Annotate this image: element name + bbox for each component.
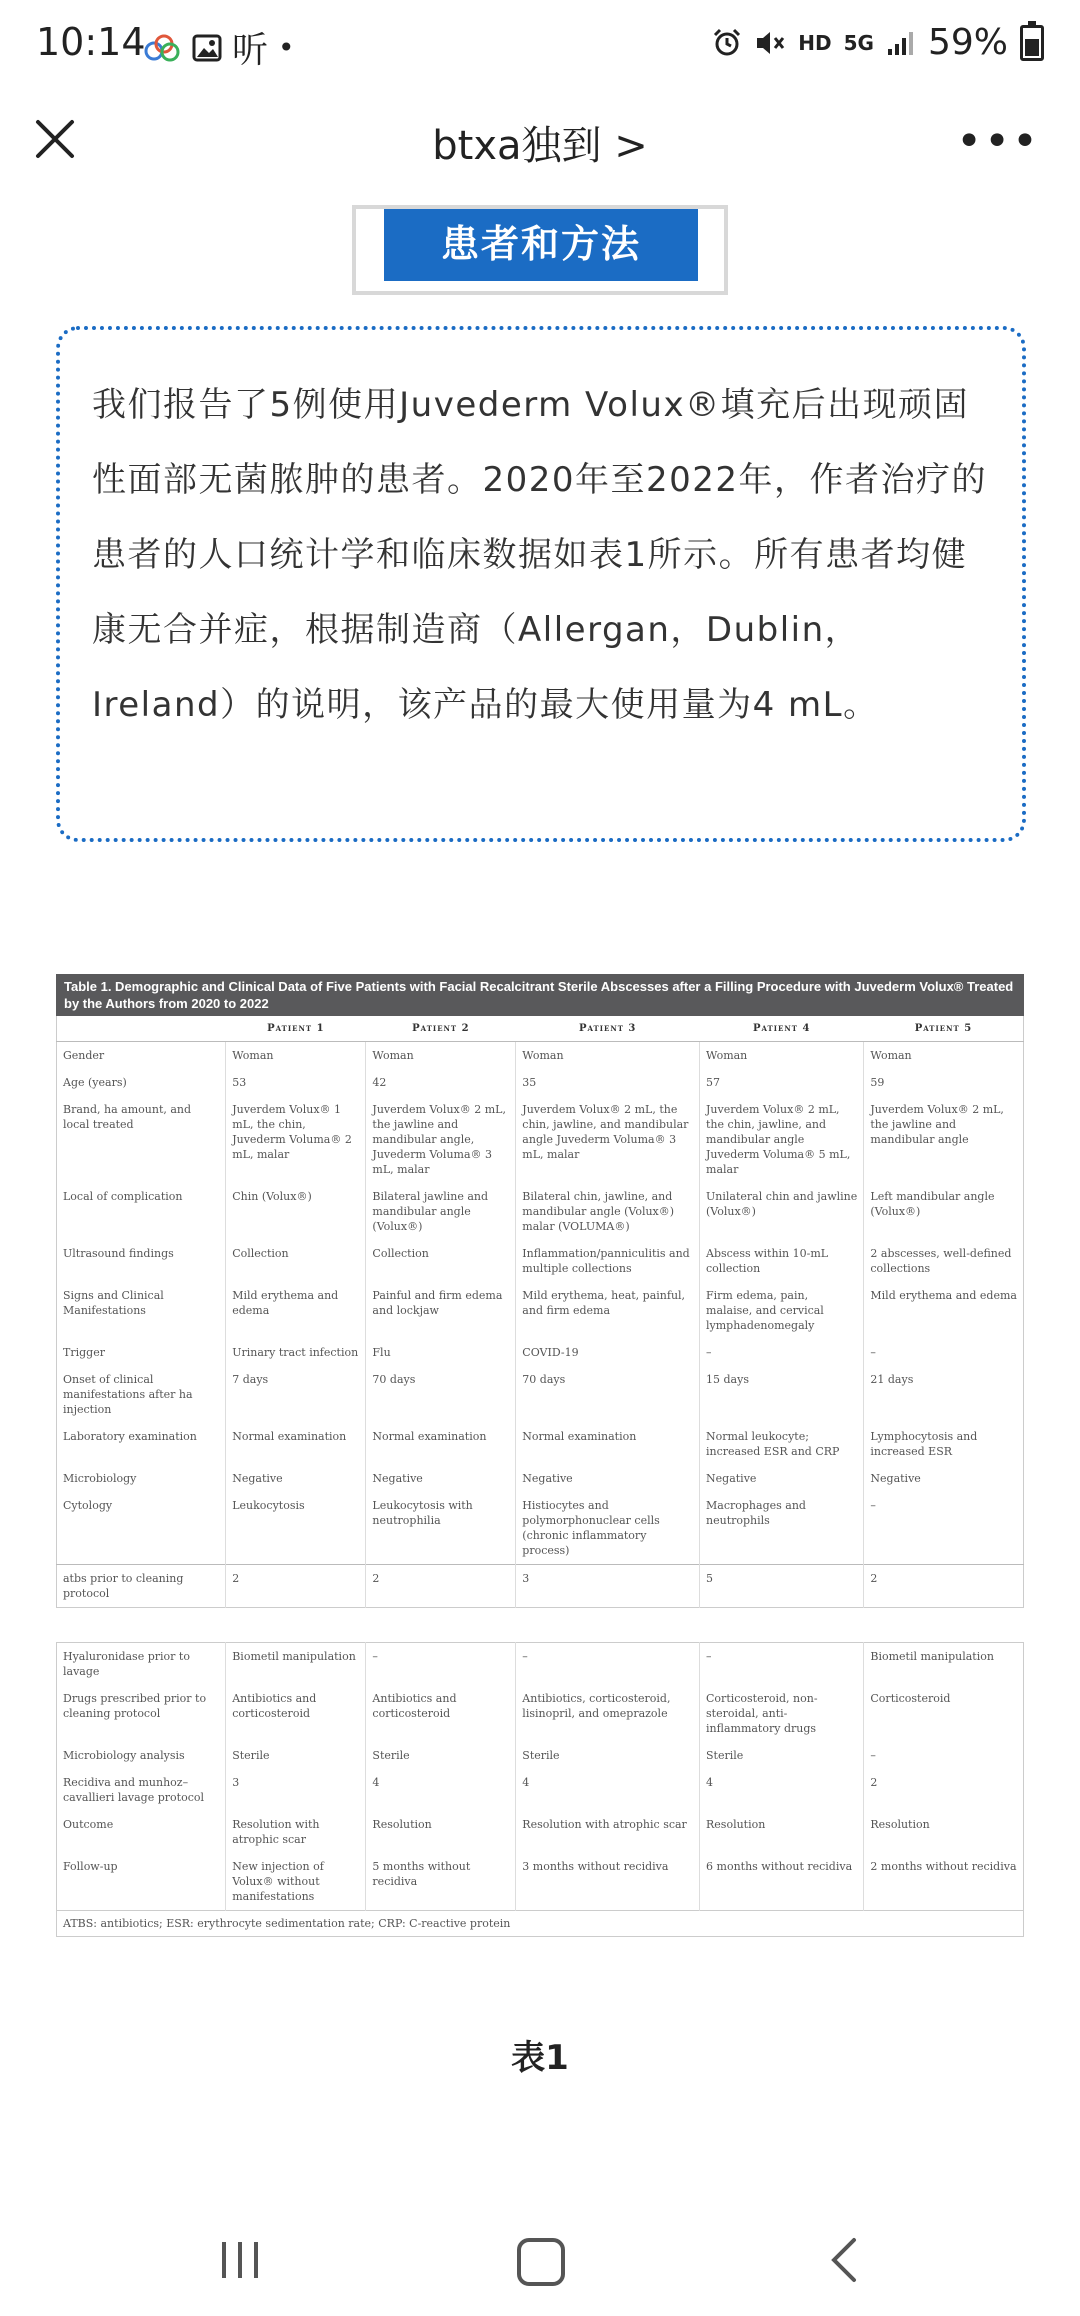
status-bar xyxy=(0,0,1080,92)
table-cell: Firm edema, pain, malaise, and cervical lymphadenomegaly xyxy=(700,1282,864,1339)
more-options-icon[interactable]: ••• xyxy=(956,116,1040,167)
table-cell: Woman xyxy=(366,1042,516,1070)
table-caption: Table 1. Demographic and Clinical Data of Five Patients with Facial Recalcitrant Sterile Abscesses after a Filling Procedure with Juvederm Volux® Treated by the Authors from 2020 to 2022 xyxy=(56,974,1024,1016)
table-cell: Lymphocytosis and increased ESR xyxy=(864,1423,1024,1465)
table-body-part1 xyxy=(57,1042,1024,1608)
table-row-label: Hyaluronidase prior to lavage xyxy=(63,1650,190,1678)
table-cell: Juverdem Volux® 2 mL, the chin, jawline, and mandibular angle Juvederm Voluma® 3 mL, malar xyxy=(516,1096,700,1183)
table-cell: Biometil manipulation xyxy=(226,1643,366,1686)
table-cell: – xyxy=(864,1492,1024,1565)
table-cell: Normal examination xyxy=(226,1423,366,1465)
table-cell: Sterile xyxy=(516,1742,700,1769)
table-header xyxy=(57,1016,226,1042)
table-cell: 5 months without recidiva xyxy=(366,1853,516,1911)
table-cell: Macrophages and neutrophils xyxy=(700,1492,864,1565)
table-header-row xyxy=(57,1016,1024,1042)
table-row-label: Recidiva and munhoz–cavallieri lavage protocol xyxy=(63,1776,204,1804)
table-cell: Leukocytosis with neutrophilia xyxy=(366,1492,516,1565)
table-cell: Woman xyxy=(226,1042,366,1070)
table-cell: 3 xyxy=(516,1565,700,1608)
table-row-label: Trigger xyxy=(63,1346,105,1359)
table-row xyxy=(57,1465,1024,1492)
table-cell: 59 xyxy=(864,1069,1024,1096)
battery-percent: 59% xyxy=(927,22,1008,63)
table-cell: 70 days xyxy=(366,1366,516,1423)
network-label: 5G xyxy=(843,30,874,55)
table-cell: 15 days xyxy=(700,1366,864,1423)
app-header xyxy=(0,92,1080,192)
table-cell: – xyxy=(864,1742,1024,1769)
table-cell: Bilateral chin, jawline, and mandibular angle (Volux®) malar (VOLUMA®) xyxy=(516,1183,700,1240)
table-row-label: Outcome xyxy=(63,1818,114,1831)
table-cell: – xyxy=(366,1643,516,1686)
article-paragraph: 我们报告了5例使用Juvederm Volux®填充后出现顽固性面部无菌脓肿的患者。2020年至2022年，作者治疗的患者的人口统计学和临床数据如表1所示。所有患者均健康无合并症，根据制造商（Allergan，Dublin，Ireland）的说明，该产品的最大使用量为4 mL。 xyxy=(92,385,988,725)
table-cell: Left mandibular angle (Volux®) xyxy=(864,1183,1024,1240)
table-cell: 42 xyxy=(366,1069,516,1096)
table-cell: Collection xyxy=(226,1240,366,1282)
table-row-label: Microbiology analysis xyxy=(63,1749,185,1762)
table-footnote: ATBS: antibiotics; ESR: erythrocyte sedimentation rate; CRP: C-reactive protein xyxy=(56,1911,1024,1937)
home-icon[interactable] xyxy=(517,2238,565,2286)
data-table-part1 xyxy=(56,1016,1024,1608)
table-cell: 2 xyxy=(226,1565,366,1608)
table-cell: Corticosteroid xyxy=(864,1685,1024,1742)
system-nav-bar xyxy=(0,2210,1080,2316)
section-banner-frame xyxy=(352,205,728,295)
table-cell: 3 months without recidiva xyxy=(516,1853,700,1911)
image-icon xyxy=(192,33,222,63)
table-row xyxy=(57,1240,1024,1282)
table-cell: Juverdem Volux® 2 mL, the chin, jawline, and mandibular angle Juvederm Voluma® 5 mL, malar xyxy=(700,1096,864,1183)
table-cell: – xyxy=(700,1643,864,1686)
status-left-icons xyxy=(142,22,295,73)
table-cell: Mild erythema, heat, painful, and firm edema xyxy=(516,1282,700,1339)
table-cell: Corticosteroid, non-steroidal, anti-inflammatory drugs xyxy=(700,1685,864,1742)
table-row-label: Gender xyxy=(63,1049,105,1062)
table-row xyxy=(57,1183,1024,1240)
table-cell: 21 days xyxy=(864,1366,1024,1423)
alarm-icon xyxy=(712,28,742,58)
table-row-label: Follow-up xyxy=(63,1860,118,1873)
table-row-label: Cytology xyxy=(63,1499,113,1512)
table-row-label: Signs and Clinical Manifestations xyxy=(63,1289,164,1317)
back-icon[interactable] xyxy=(828,2236,858,2284)
table-header: Patient 3 xyxy=(516,1016,700,1042)
table-cell: Resolution xyxy=(366,1811,516,1853)
table-cell: Resolution with atrophic scar xyxy=(226,1811,366,1853)
table-row-label: Brand, ha amount, and local treated xyxy=(63,1103,192,1131)
table-cell: Sterile xyxy=(226,1742,366,1769)
table-row-label: Drugs prescribed prior to cleaning protocol xyxy=(63,1692,207,1720)
table-figure[interactable] xyxy=(56,974,1024,1937)
table-cell: Negative xyxy=(366,1465,516,1492)
table-row xyxy=(57,1339,1024,1366)
table-body-part2 xyxy=(57,1643,1024,1911)
table-row xyxy=(57,1366,1024,1423)
figure-caption: 表1 xyxy=(511,2038,569,2078)
table-cell: Negative xyxy=(516,1465,700,1492)
mute-icon xyxy=(754,28,786,58)
table-row xyxy=(57,1042,1024,1070)
table-row xyxy=(57,1643,1024,1686)
table-cell: Normal examination xyxy=(366,1423,516,1465)
table-row-label: atbs prior to cleaning protocol xyxy=(57,1565,226,1608)
table-cell: Resolution with atrophic scar xyxy=(516,1811,700,1853)
table-cell: Antibiotics, corticosteroid, lisinopril, and omeprazole xyxy=(516,1685,700,1742)
table-header: Patient 4 xyxy=(700,1016,864,1042)
table-cell: – xyxy=(700,1339,864,1366)
table-header: Patient 5 xyxy=(864,1016,1024,1042)
table-cell: Biometil manipulation xyxy=(864,1643,1024,1686)
data-table-part2 xyxy=(56,1642,1024,1911)
table-cell: Histiocytes and polymorphonuclear cells (chronic inflammatory process) xyxy=(516,1492,700,1565)
table-cell: Juverdem Volux® 1 mL, the chin, Juvederm Voluma® 2 mL, malar xyxy=(226,1096,366,1183)
table-row xyxy=(57,1069,1024,1096)
table-cell: Inflammation/panniculitis and multiple collections xyxy=(516,1240,700,1282)
table-cell: 2 xyxy=(366,1565,516,1608)
table-row xyxy=(57,1096,1024,1183)
table-cell: 57 xyxy=(700,1069,864,1096)
table-cell: 53 xyxy=(226,1069,366,1096)
table-cell: COVID-19 xyxy=(516,1339,700,1366)
table-row-label: Laboratory examination xyxy=(63,1430,197,1443)
table-cell: Leukocytosis xyxy=(226,1492,366,1565)
table-row xyxy=(57,1811,1024,1853)
table-row-label: Age (years) xyxy=(63,1076,127,1089)
dot-icon: • xyxy=(278,31,295,64)
table-cell: Woman xyxy=(700,1042,864,1070)
table-cell: Chin (Volux®) xyxy=(226,1183,366,1240)
table-row xyxy=(57,1282,1024,1339)
table-cell: 2 xyxy=(864,1769,1024,1811)
table-cell: – xyxy=(516,1643,700,1686)
table-cell: 2 months without recidiva xyxy=(864,1853,1024,1911)
table-cell: 5 xyxy=(700,1565,864,1608)
status-time: 10:14 xyxy=(36,20,146,64)
table-row-label: Microbiology xyxy=(63,1472,137,1485)
table-cell: Negative xyxy=(226,1465,366,1492)
table-cell: 35 xyxy=(516,1069,700,1096)
article-textbox xyxy=(56,326,1026,842)
table-row-label: Onset of clinical manifestations after ha injection xyxy=(63,1373,193,1416)
table-cell: Painful and firm edema and lockjaw xyxy=(366,1282,516,1339)
battery-icon xyxy=(1020,25,1044,61)
table-cell: Mild erythema and edema xyxy=(226,1282,366,1339)
table-cell: 3 xyxy=(226,1769,366,1811)
table-cell: Mild erythema and edema xyxy=(864,1282,1024,1339)
table-row-label: Ultrasound findings xyxy=(63,1247,174,1260)
table-cell: Negative xyxy=(700,1465,864,1492)
table-cell: Resolution xyxy=(700,1811,864,1853)
table-row xyxy=(57,1685,1024,1742)
table-cell: Juverdem Volux® 2 mL, the jawline and mandibular angle, Juvederm Voluma® 3 mL, malar xyxy=(366,1096,516,1183)
table-cell: Antibiotics and corticosteroid xyxy=(366,1685,516,1742)
table-cell: Normal examination xyxy=(516,1423,700,1465)
table-cell: Woman xyxy=(864,1042,1024,1070)
table-cell: Normal leukocyte; increased ESR and CRP xyxy=(700,1423,864,1465)
table-row xyxy=(57,1423,1024,1465)
table-row xyxy=(57,1853,1024,1911)
table-cell: Negative xyxy=(864,1465,1024,1492)
table-header: Patient 1 xyxy=(226,1016,366,1042)
table-header: Patient 2 xyxy=(366,1016,516,1042)
table-cell: Antibiotics and corticosteroid xyxy=(226,1685,366,1742)
table-cell: 4 xyxy=(366,1769,516,1811)
table-row xyxy=(57,1492,1024,1565)
table-cell: Unilateral chin and jawline (Volux®) xyxy=(700,1183,864,1240)
section-banner: 患者和方法 xyxy=(384,209,698,281)
table-cell: Sterile xyxy=(700,1742,864,1769)
table-cell: Resolution xyxy=(864,1811,1024,1853)
table-cell: 4 xyxy=(516,1769,700,1811)
table-cell: 6 months without recidiva xyxy=(700,1853,864,1911)
table-row xyxy=(57,1769,1024,1811)
table-cell: 70 days xyxy=(516,1366,700,1423)
hd-label: HD xyxy=(798,30,832,55)
table-row xyxy=(57,1742,1024,1769)
table-cell: Juverdem Volux® 2 mL, the jawline and mandibular angle xyxy=(864,1096,1024,1183)
table-gap xyxy=(56,1608,1024,1642)
table-cell: 2 abscesses, well-defined collections xyxy=(864,1240,1024,1282)
table-cell: Abscess within 10-mL collection xyxy=(700,1240,864,1282)
table-cell: 2 xyxy=(864,1565,1024,1608)
table-cell: Collection xyxy=(366,1240,516,1282)
table-cell: Bilateral jawline and mandibular angle (Volux®) xyxy=(366,1183,516,1240)
cloud-icon xyxy=(142,33,182,63)
table-cell: 7 days xyxy=(226,1366,366,1423)
listen-label: 听 xyxy=(232,30,269,71)
status-right-icons xyxy=(712,22,1044,63)
table-cell: Flu xyxy=(366,1339,516,1366)
account-title-link[interactable]: btxa独到 > xyxy=(432,123,648,169)
table-cell: 4 xyxy=(700,1769,864,1811)
table-row-label: Local of complication xyxy=(63,1190,183,1203)
table-cell: Sterile xyxy=(366,1742,516,1769)
recent-apps-icon[interactable] xyxy=(218,2240,262,2280)
table-cell: Woman xyxy=(516,1042,700,1070)
table-cell: New injection of Volux® without manifestations xyxy=(226,1853,366,1911)
table-cell: Urinary tract infection xyxy=(226,1339,366,1366)
signal-icon xyxy=(886,29,916,57)
table-row xyxy=(57,1565,1024,1608)
table-cell: – xyxy=(864,1339,1024,1366)
